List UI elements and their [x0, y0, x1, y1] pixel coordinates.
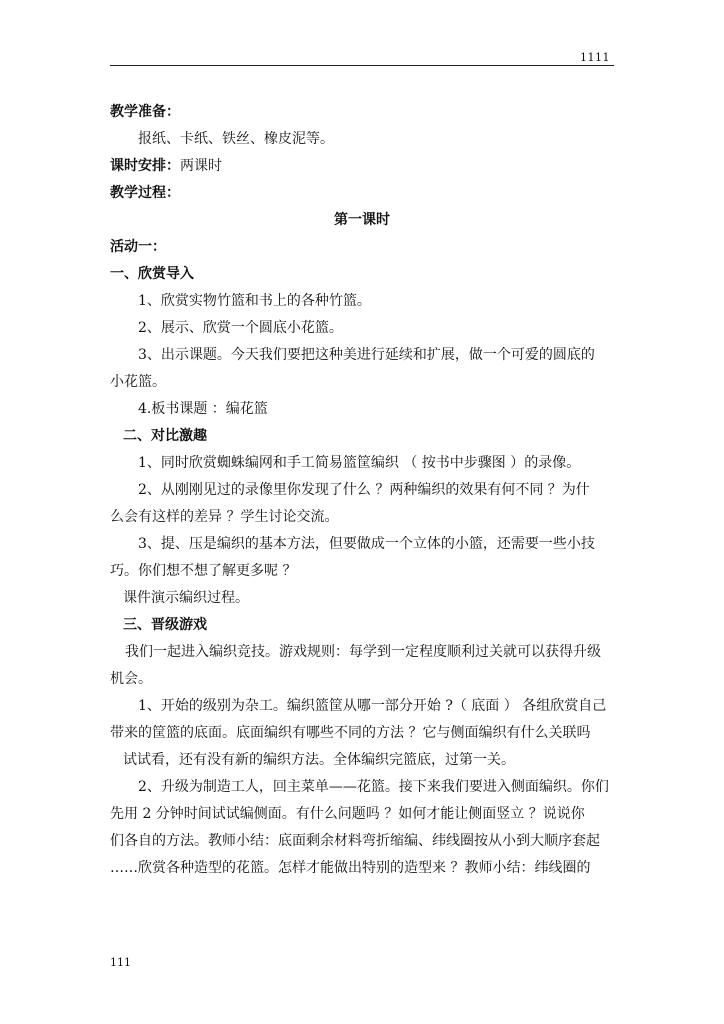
schedule-line [110, 155, 614, 178]
s3-intro-line1: 我们一起进入编织竞技。游戏规则：每学到一定程度顺利过关就可以获得升级 [125, 644, 601, 660]
s3-item1-line1: 1、开始的级别为杂工。编织篮筐从哪一部分开始 ?（ 底面 ） 各组欣赏自己 [138, 698, 607, 714]
s3-item2-line2: 先用 2 分钟时间试试编侧面。有什么问题吗 ？如何才能让侧面竖立 ？说说你 [110, 806, 585, 822]
s3-intro [110, 641, 614, 691]
s1-item4: 4.板书课题 ：编花篮 [138, 401, 268, 417]
s1-item2: 2、展示、欣赏一个圆底小花篮。 [138, 320, 343, 336]
s2-item3 [110, 533, 614, 583]
schedule-label: 课时安排： [110, 158, 180, 174]
schedule-value: 两课时 [180, 158, 222, 174]
s3-item1 [110, 695, 614, 772]
s3-item1-line3: 试试看，还有没有新的编织方法。全体编织完篮底，过第一关。 [123, 752, 515, 768]
lesson-title: 第一课时 [334, 212, 390, 228]
s1-item3-line1: 3、出示课题。今天我们要把这种美进行延续和扩展，做一个可爱的圆底的 [138, 347, 595, 363]
footer-page-number: 111 [110, 956, 131, 969]
s2-item2 [110, 479, 614, 529]
document-body [110, 101, 614, 884]
s3-item2 [110, 776, 614, 880]
s3-item2-line3: 们各自的方法。教师小结：底面剩余材料弯折缩编、纬线圈按从小到大顺序套起 [110, 833, 600, 849]
s2-item3-line2: 巧。你们想不想了解更多呢 ？ [110, 563, 297, 579]
s2-item3-line1: 3、提、压是编织的基本方法，但要做成一个立体的小篮，还需要一些小技 [138, 536, 595, 552]
s1-item1: 1、欣赏实物竹篮和书上的各种竹篮。 [138, 293, 371, 309]
section3-heading: 三、晋级游戏 [123, 617, 207, 633]
s1-item3-line2: 小花篮。 [110, 374, 166, 390]
activity-heading: 活动一： [110, 239, 166, 255]
s2-item2-line1: 2、从刚刚见过的录像里你发现了什么 ？两种编织的效果有何不同 ？为什 [138, 482, 590, 498]
header-rule [110, 65, 614, 66]
s3-item2-line1: 2、升级为制造工人，回主菜单——花篮。接下来我们要进入侧面编织。你们 [138, 779, 609, 795]
s3-item1-line2: 带来的筐篮的底面。底面编织有哪些不同的方法 ？它与侧面编织有什么关联吗 [110, 725, 591, 741]
s2-item4: 课件演示编织过程。 [123, 590, 249, 606]
s2-item1: 1、同时欣赏蜘蛛编网和手工简易篮筐编织 （ 按书中步骤图 ）的录像。 [138, 455, 581, 471]
prep-items: 报纸、卡纸、铁丝、橡皮泥等。 [138, 131, 334, 147]
s3-intro-line2: 机会。 [110, 671, 152, 687]
process-heading: 教学过程： [110, 185, 180, 201]
s3-item2-line4: ……欣赏各种造型的花篮。怎样才能做出特别的造型来 ？教师小结：纬线圈的 [110, 860, 591, 876]
s2-item2-line2: 么会有这样的差异 ？学生讨论交流。 [110, 509, 339, 525]
section2-heading: 二、对比激趣 [123, 428, 207, 444]
header-page-number: 1111 [580, 51, 610, 64]
prep-heading: 教学准备： [110, 104, 180, 120]
section1-heading: 一、欣赏导入 [110, 266, 194, 282]
s1-item3 [110, 344, 614, 394]
